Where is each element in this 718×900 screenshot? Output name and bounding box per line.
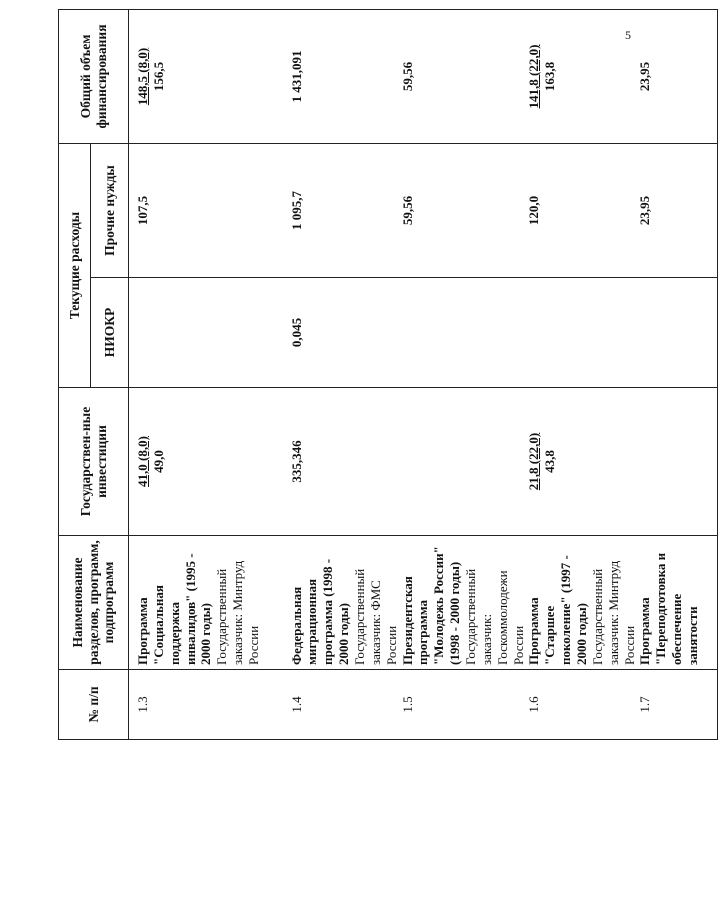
header-current: Текущие расходы [59, 144, 91, 388]
invest-value-2: 335,346 [288, 440, 304, 483]
program-title: Программа "Переподготовка и обеспечение занятости [637, 552, 700, 665]
total-value-2: 163,8 [542, 61, 558, 92]
other-value: 1 095,7 [288, 191, 304, 230]
total-value-2: 156,5 [150, 61, 166, 92]
program-customer: Государственный заказчик: ФМС России [351, 568, 399, 665]
table-row [289, 10, 400, 740]
total-value-2: 1 431,091 [288, 50, 304, 103]
total-cell [289, 10, 400, 144]
total-cell [526, 10, 637, 144]
program-title: Программа "Социальная поддержка инвалидов" (1995 - 2000 годы) [135, 553, 214, 665]
row-number: 1.5 [400, 670, 527, 740]
niokr-cell [637, 278, 717, 388]
invest-cell [526, 388, 637, 536]
invest-value-1: 21,8 (22,0) [526, 432, 542, 491]
niokr-value: 0,045 [288, 317, 304, 348]
niokr-cell [289, 278, 400, 388]
table-row [129, 10, 289, 740]
invest-value-2: 49,0 [150, 450, 166, 473]
niokr-cell [129, 278, 289, 388]
header-other: Прочие нужды [91, 144, 129, 278]
row-number: 1.3 [129, 670, 289, 740]
header-total: Общий объем финансирования [59, 10, 129, 144]
other-cell [637, 144, 717, 278]
other-value: 59,56 [399, 195, 415, 226]
invest-cell [129, 388, 289, 536]
header-name: Наименование разделов, программ, подпрограмм [59, 536, 129, 670]
row-number: 1.6 [526, 670, 637, 740]
header-invest: Государствен-ные инвестиции [59, 388, 129, 536]
program-customer: Государственный заказчик: Госкоммолодежи России [462, 568, 526, 665]
program-customer: Государственный заказчик: Минтруд России [589, 560, 637, 665]
table-row [526, 10, 637, 740]
program-title: Программа "Старшее поколение" (1997 - 2000 годы) [526, 555, 589, 665]
table-row [400, 10, 527, 740]
program-title: Федеральная миграционная программа (1998 - 2000 годы) [288, 558, 352, 665]
invest-value-1: 41,0 (8,0) [135, 436, 150, 487]
other-cell [400, 144, 527, 278]
invest-cell [400, 388, 527, 536]
total-cell [400, 10, 527, 144]
program-name [129, 536, 289, 670]
other-cell [289, 144, 400, 278]
total-value-1: 141,8 (22,0) [526, 44, 542, 109]
niokr-cell [526, 278, 637, 388]
other-value: 107,5 [135, 195, 150, 226]
total-cell [129, 10, 289, 144]
total-value-2: 59,56 [399, 61, 415, 92]
other-value: 120,0 [526, 195, 542, 226]
row-number: 1.7 [637, 670, 717, 740]
header-niokr: НИОКР [91, 278, 129, 388]
total-cell [637, 10, 717, 144]
program-customer: Государственный заказчик: Минтруд России [214, 560, 262, 665]
page-number: 5 [625, 28, 631, 42]
program-name [526, 536, 637, 670]
program-name [400, 536, 527, 670]
other-value: 23,95 [637, 195, 653, 226]
program-name [289, 536, 400, 670]
row-number: 1.4 [289, 670, 400, 740]
invest-cell [289, 388, 400, 536]
niokr-cell [400, 278, 527, 388]
total-value-1: 148,5 (8,0) [135, 47, 150, 106]
other-cell [526, 144, 637, 278]
total-value-2: 23,95 [637, 61, 653, 92]
program-name [637, 536, 717, 670]
invest-cell [637, 388, 717, 536]
header-num: № п/п [59, 670, 129, 740]
table-row [637, 10, 717, 740]
other-cell [129, 144, 289, 278]
invest-value-2: 43,8 [542, 450, 558, 473]
program-title: Президентская программа "Молодежь России" (1998 - 2000 годы) [399, 546, 463, 665]
financing-table [58, 9, 718, 740]
